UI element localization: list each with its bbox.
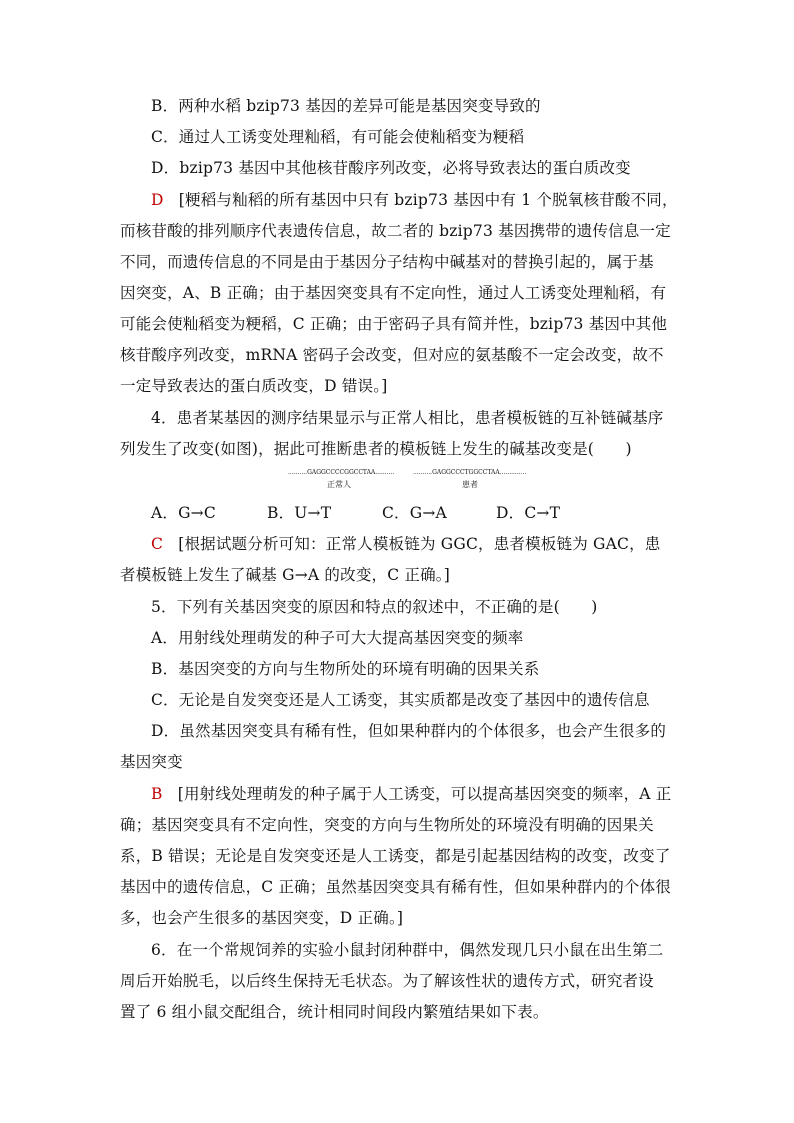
q3-analysis-line-3: 不同，而遗传信息的不同是由于基因分子结构中碱基对的替换引起的，属于基 bbox=[120, 253, 654, 271]
q5-analysis-line-5: 多，也会产生很多的基因突变，D 正确。] bbox=[120, 909, 404, 927]
q4-stem-line-2: 列发生了改变(如图)，据此可推断患者的模板链上发生的碱基改变是( ) bbox=[120, 440, 632, 458]
q5-option-c: C．无论是自发突变还是人工诱变，其实质都是改变了基因中的遗传信息 bbox=[151, 691, 650, 709]
q4-stem-line-1: 4．患者某基因的测序结果显示与正常人相比，患者模板链的互补链碱基序 bbox=[151, 409, 664, 427]
q6-stem-line-2: 周后开始脱毛，以后终生保持无毛状态。为了解该性状的遗传方式，研究者设 bbox=[120, 972, 654, 990]
q5-option-d: D．虽然基因突变具有稀有性，但如果种群内的个体很多，也会产生很多的 bbox=[151, 722, 667, 740]
q4-analysis-line-2: 者模板链上发生了碱基 G→A 的改变，C 正确。] bbox=[120, 566, 451, 584]
patient-sequence: ..........GAGGCCCTGGCCTAA.............. bbox=[413, 469, 527, 476]
q3-option-b: B．两种水稻 bzip73 基因的差异可能是基因突变导致的 bbox=[151, 97, 541, 115]
q5-option-b: B．基因突变的方向与生物所处的环境有明确的因果关系 bbox=[151, 660, 540, 678]
q4-analysis-text-1: [根据试题分析可知：正常人模板链为 GGC，患者模板链为 GAC，患 bbox=[178, 535, 661, 553]
q3-analysis-line-7: 一定导致表达的蛋白质改变，D 错误。] bbox=[120, 377, 388, 395]
q6-stem-line-3: 置了 6 组小鼠交配组合，统计相同时间段内繁殖结果如下表。 bbox=[120, 1003, 549, 1021]
q5-analysis-line-2: 确；基因突变具有不定向性，突变的方向与生物所处的环境没有明确的因果关 bbox=[120, 816, 654, 834]
q4-option-c: C．G→A bbox=[382, 504, 447, 522]
q5-answer: B bbox=[151, 785, 163, 803]
q5-analysis-line-3: 系，B 错误；无论是自发突变还是人工诱变，都是引起基因结构的改变，改变了 bbox=[120, 847, 671, 865]
q3-analysis-line-4: 因突变，A、B 正确；由于基因突变具有不定向性，通过人工诱变处理籼稻，有 bbox=[120, 284, 667, 302]
q5-option-a: A．用射线处理萌发的种子可大大提高基因突变的频率 bbox=[151, 629, 524, 647]
q6-stem-line-1: 6．在一个常规饲养的实验小鼠封闭种群中，偶然发现几只小鼠在出生第二 bbox=[151, 941, 664, 959]
q4-option-b: B．U→T bbox=[267, 504, 332, 522]
q5-analysis-line-1 bbox=[151, 784, 711, 804]
q3-answer: D bbox=[151, 191, 164, 209]
q4-answer: C bbox=[151, 535, 164, 553]
q4-option-d: D．C→T bbox=[496, 504, 561, 522]
q5-analysis-text-1: [用射线处理萌发的种子属于人工诱变，可以提高基因突变的频率，A 正 bbox=[177, 785, 672, 803]
patient-label: 患者 bbox=[462, 480, 478, 489]
q5-stem: 5．下列有关基因突变的原因和特点的叙述中，不正确的是( ) bbox=[151, 598, 598, 616]
q5-option-d-cont: 基因突变 bbox=[120, 753, 183, 771]
q3-analysis-text-1: [粳稻与籼稻的所有基因中只有 bzip73 基因中有 1 个脱氧核苷酸不同， bbox=[178, 191, 678, 209]
q4-analysis-line-1 bbox=[151, 534, 711, 554]
normal-sequence: ..........GAGGCCCCGGCCTAA.......... bbox=[288, 469, 395, 476]
q3-option-c: C．通过人工诱变处理籼稻，有可能会使籼稻变为粳稻 bbox=[151, 128, 525, 146]
q4-option-a: A．G→C bbox=[151, 504, 216, 522]
normal-label: 正常人 bbox=[327, 480, 351, 489]
q3-analysis-line-2: 而核苷酸的排列顺序代表遗传信息，故二者的 bzip73 基因携带的遗传信息一定 bbox=[120, 222, 671, 240]
q3-analysis-line-5: 可能会使籼稻变为粳稻，C 正确；由于密码子具有简并性，bzip73 基因中其他 bbox=[120, 315, 668, 333]
q5-analysis-line-4: 基因中的遗传信息，C 正确；虽然基因突变具有稀有性，但如果种群内的个体很 bbox=[120, 878, 671, 896]
q3-analysis-line-6: 核苷酸序列改变，mRNA 密码子会改变，但对应的氨基酸不一定会改变，故不 bbox=[120, 346, 664, 364]
q3-option-d: D．bzip73 基因中其他核苷酸序列改变，必将导致表达的蛋白质改变 bbox=[151, 159, 631, 177]
q3-analysis-line-1 bbox=[151, 190, 711, 210]
